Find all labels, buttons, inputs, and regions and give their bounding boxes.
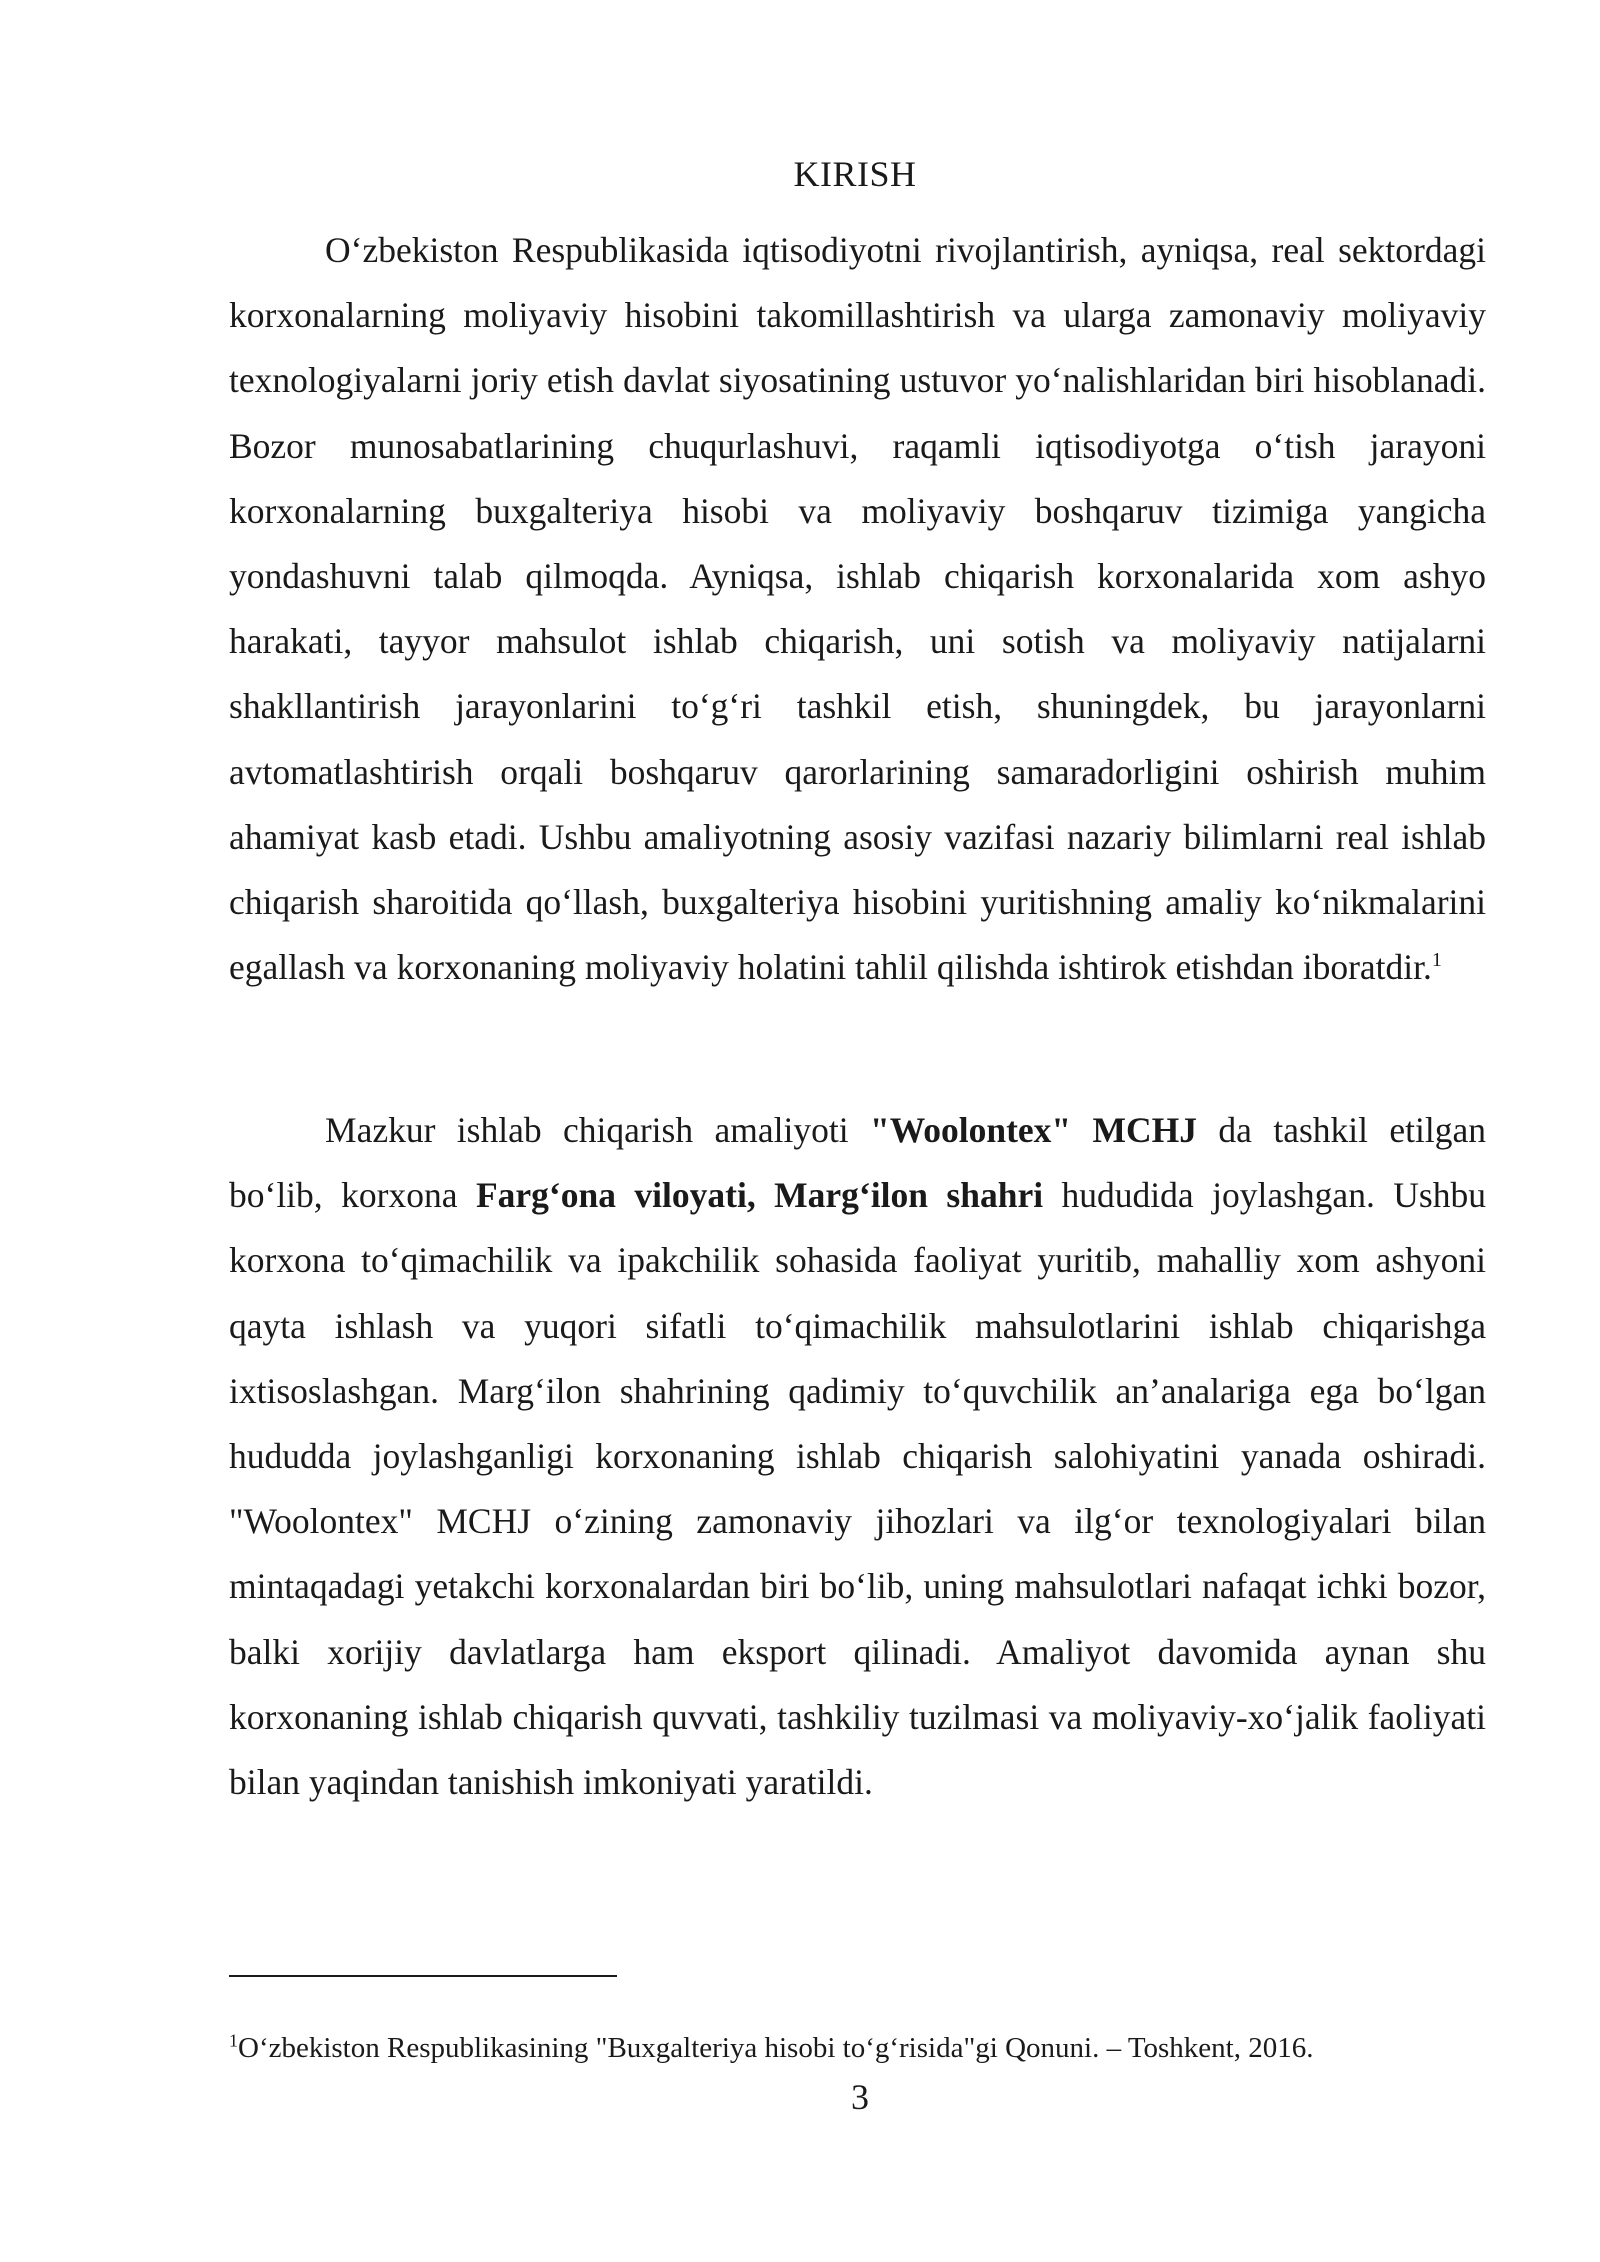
footnote <box>229 2030 1529 2066</box>
intro-paragraph-2 <box>229 1098 1486 1815</box>
footnote-text: O‘zbekiston Respublikasining "Buxgalteriya hisobi to‘g‘risida"gi Qonuni. – Toshkent, 2016. <box>238 2032 1314 2064</box>
paragraph-2-part-1: Mazkur ishlab chiqarish amaliyoti <box>325 1110 870 1150</box>
paragraph-1-text: O‘zbekiston Respublikasida iqtisodiyotni rivojlantirish, ayniqsa, real sektordagi korxonalarning moliyaviy hisobini takomillashtirish va ularga zamonaviy moliyaviy texnologiyalarni joriy etish davlat siyosatining ustuvor yo‘nalishlaridan biri hisoblanadi. Bozor munosabatlarining chuqurlashuvi, raqamli iqtisodiyotga o‘tish jarayoni korxonalarning buxgalteriya hisobi va moliyaviy boshqaruv tizimiga yangicha yondashuvni talab qilmoqda. Ayniqsa, ishlab chiqarish korxonalarida xom ashyo harakati, tayyor mahsulot ishlab chiqarish, uni sotish va moliyaviy natijalarni shakllantirish jarayonlarini to‘g‘ri tashkil etish, shuningdek, bu jarayonlarni avtomatlashtirish orqali boshqaruv qarorlarining samaradorligini oshirish muhim ahamiyat kasb etadi. Ushbu amaliyotning asosiy vazifasi nazariy bilimlarni real ishlab chiqarish sharoitida qo‘llash, buxgalteriya hisobini yuritishning amaliy ko‘nikmalarini egallash va korxonaning moliyaviy holatini tahlil qilishda ishtirok etishdan iboratdir. <box>229 230 1486 988</box>
page-number: 3 <box>851 2077 869 2117</box>
paragraph-2-part-3: hududida joylashgan. Ushbu korxona to‘qimachilik va ipakchilik sohasida faoliyat yuritib, mahalliy xom ashyoni qayta ishlash va yuqori sifatli to‘qimachilik mahsulotlarini ishlab chiqarishga ixtisoslashgan. Marg‘ilon shahrining qadimiy to‘quvchilik an’analariga ega bo‘lgan hududda joylashganligi korxonaning ishlab chiqarish salohiyatini yanada oshiradi. "Woolontex" MCHJ o‘zining zamonaviy jihozlari va ilg‘or texnologiyalari bilan mintaqadagi yetakchi korxonalardan biri bo‘lib, uning mahsulotlari nafaqat ichki bozor, balki xorijiy davlatlarga ham eksport qilinadi. Amaliyot davomida aynan shu korxonaning ishlab chiqarish quvvati, tashkiliy tuzilmasi va moliyaviy-xo‘jalik faoliyati bilan yaqindan tanishish imkoniyati yaratildi. <box>229 1175 1486 1803</box>
location-bold: Farg‘ona viloyati, Marg‘ilon shahri <box>475 1175 1044 1216</box>
footnote-separator <box>229 1975 617 1977</box>
footnote-number: 1 <box>229 2030 238 2051</box>
company-name-bold: "Woolontex" MCHJ <box>869 1110 1198 1150</box>
intro-paragraph-1 <box>229 218 1486 1000</box>
paragraph-2-part-2: da tashkil etilgan bo‘lib, korxona <box>229 1110 1486 1216</box>
footnote-reference[interactable]: 1 <box>1431 949 1442 972</box>
section-heading: KIRISH <box>793 154 917 194</box>
